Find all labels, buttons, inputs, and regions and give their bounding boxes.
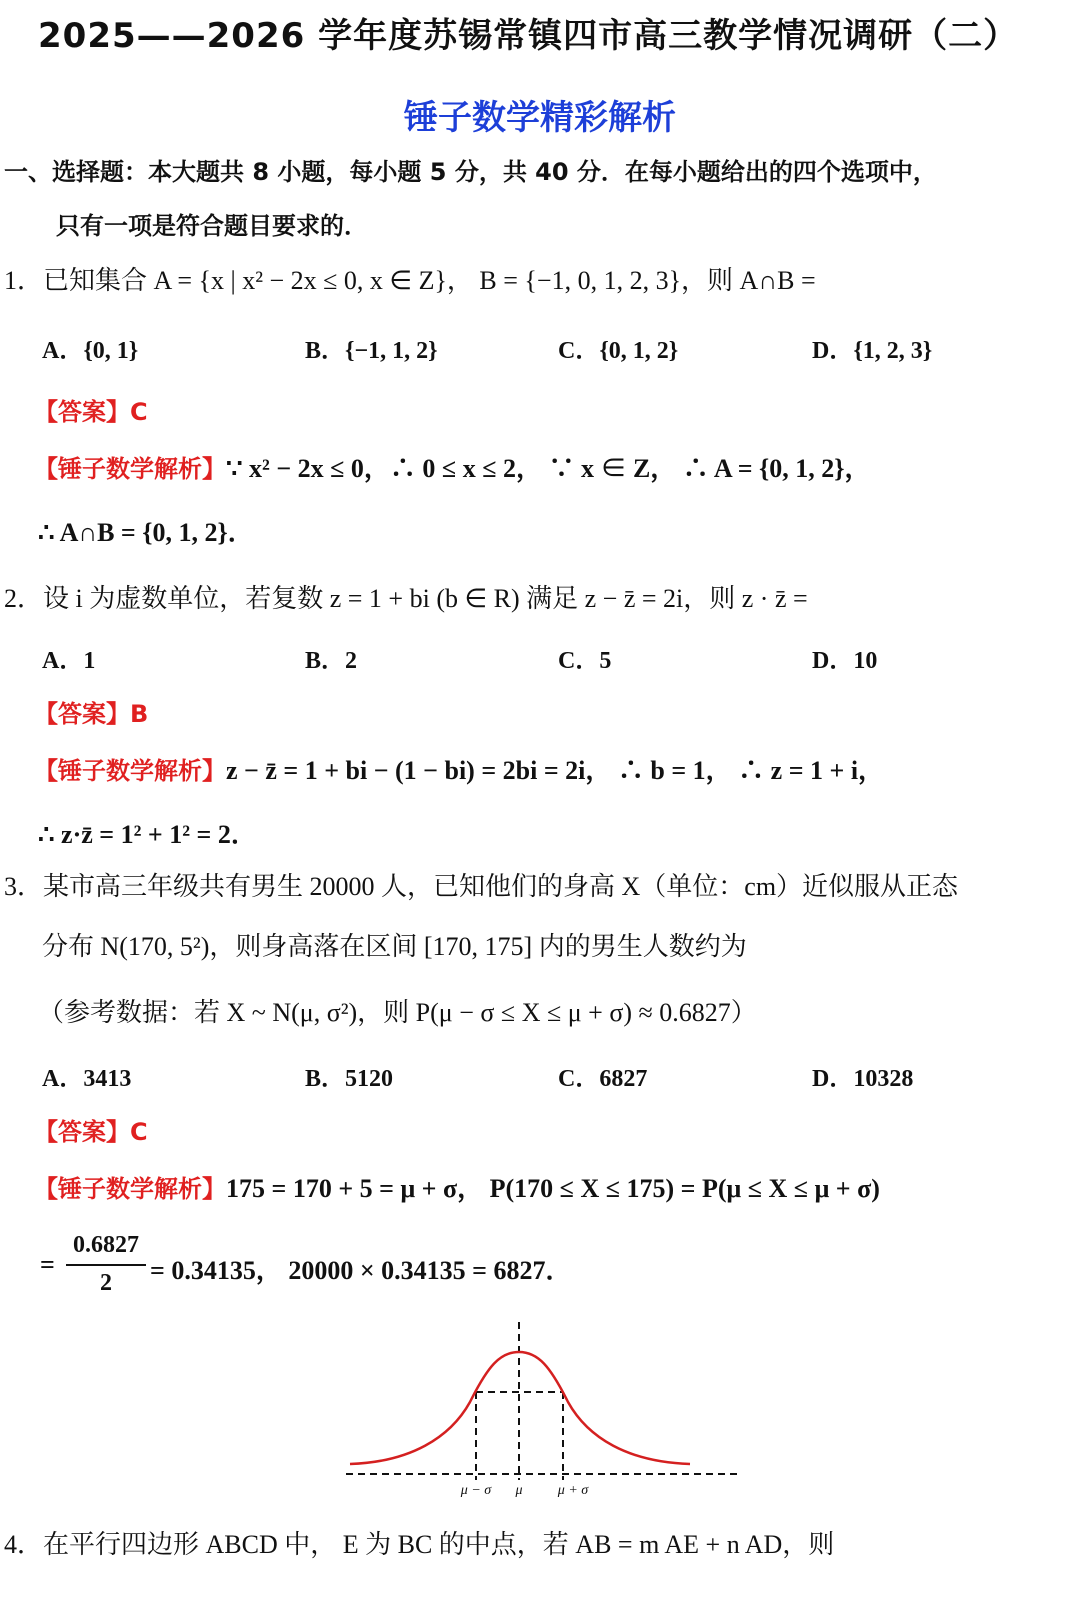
q1-option-c: C．{0, 1, 2}: [558, 338, 679, 364]
document-subtitle: 锤子数学精彩解析: [404, 98, 676, 138]
question-4-stem: 4．在平行四边形 ABCD 中， E 为 BC 的中点，若 AB = m AE + n AD，则: [4, 1530, 835, 1559]
q3-analysis-label: 【锤子数学解析】: [34, 1175, 226, 1203]
q2-answer-value: B: [130, 700, 149, 728]
q2-analysis-text1: z − z̄ = 1 + bi − (1 − bi) = 2bi = 2i， ∴ b = 1， ∴ z = 1 + i，: [226, 756, 885, 785]
question-2-stem: 2．设 i 为虚数单位，若复数 z = 1 + bi (b ∈ R) 满足 z − z̄ = 2i，则 z · z̄ =: [4, 584, 808, 613]
q3-analysis-line2: = 0.34135， 20000 × 0.34135 = 6827．: [150, 1256, 572, 1285]
q1-option-d: D．{1, 2, 3}: [812, 338, 933, 364]
q3-fraction-bar: [66, 1264, 146, 1266]
q2-option-d: D．10: [812, 648, 878, 674]
q2-analysis-line1: [34, 750, 884, 787]
q3-equals-sign: =: [40, 1250, 55, 1279]
q1-answer-value: C: [130, 398, 148, 426]
q1-analysis-label: 【锤子数学解析】: [34, 455, 226, 483]
q2-analysis-line2: ∴ z·z̄ = 1² + 1² = 2．: [38, 820, 257, 849]
q3-answer-value: C: [130, 1118, 148, 1146]
figure-label-mu-plus-sigma: μ + σ: [557, 1483, 589, 1498]
section-heading-line1: 一、选择题：本大题共 8 小题，每小题 5 分，共 40 分．在每小题给出的四个选项中，: [4, 158, 937, 186]
question-3-reference: （参考数据：若 X ~ N(μ, σ²)，则 P(μ − σ ≤ X ≤ μ + σ) ≈ 0.6827）: [38, 998, 757, 1027]
section-heading-line2: 只有一项是符合题目要求的．: [56, 212, 368, 240]
q3-option-c: C．6827: [558, 1066, 648, 1092]
question-3-stem-line2: 分布 N(170, 5²)，则身高落在区间 [170, 175] 内的男生人数约为: [42, 932, 747, 961]
normal-distribution-figure: [340, 1318, 750, 1506]
q3-option-d: D．10328: [812, 1066, 914, 1092]
q3-option-b: B．5120: [305, 1066, 394, 1092]
question-3-stem-line1: 3．某市高三年级共有男生 20000 人，已知他们的身高 X（单位：cm）近似服从正态: [4, 872, 959, 901]
q1-analysis-line1: [34, 448, 871, 485]
q2-option-b: B．2: [305, 648, 358, 674]
q2-option-a: A．1: [42, 648, 96, 674]
q2-option-c: C．5: [558, 648, 612, 674]
q3-analysis-line1: [34, 1168, 880, 1205]
q1-answer-label: 【答案】: [34, 398, 130, 426]
q3-fraction-denominator: 2: [100, 1270, 112, 1296]
figure-label-mu: μ: [515, 1483, 523, 1498]
question-1-stem: 1．已知集合 A = {x | x² − 2x ≤ 0, x ∈ Z}， B = {−1, 0, 1, 2, 3}，则 A∩B =: [4, 266, 816, 295]
q1-option-b: B．{−1, 1, 2}: [305, 338, 438, 364]
q2-answer-label: 【答案】: [34, 700, 130, 728]
document-title: 2025——2026 学年度苏锡常镇四市高三教学情况调研（二）: [38, 16, 1019, 56]
q1-analysis-line2: ∴ A∩B = {0, 1, 2}．: [38, 518, 254, 547]
q3-answer: [34, 1112, 148, 1147]
q3-option-a: A．3413: [42, 1066, 132, 1092]
q3-answer-label: 【答案】: [34, 1118, 130, 1146]
q3-analysis-text1: 175 = 170 + 5 = μ + σ， P(170 ≤ X ≤ 175) = P(μ ≤ X ≤ μ + σ): [226, 1174, 880, 1203]
q2-analysis-label: 【锤子数学解析】: [34, 757, 226, 785]
q2-answer: [34, 694, 148, 729]
q3-fraction-numerator: 0.6827: [73, 1232, 139, 1258]
q1-answer: [34, 392, 148, 427]
q1-analysis-text1: ∵ x² − 2x ≤ 0，∴ 0 ≤ x ≤ 2， ∵ x ∈ Z， ∴ A = {0, 1, 2}，: [226, 454, 871, 483]
figure-label-mu-minus-sigma: μ − σ: [460, 1483, 492, 1498]
q1-option-a: A．{0, 1}: [42, 338, 139, 364]
